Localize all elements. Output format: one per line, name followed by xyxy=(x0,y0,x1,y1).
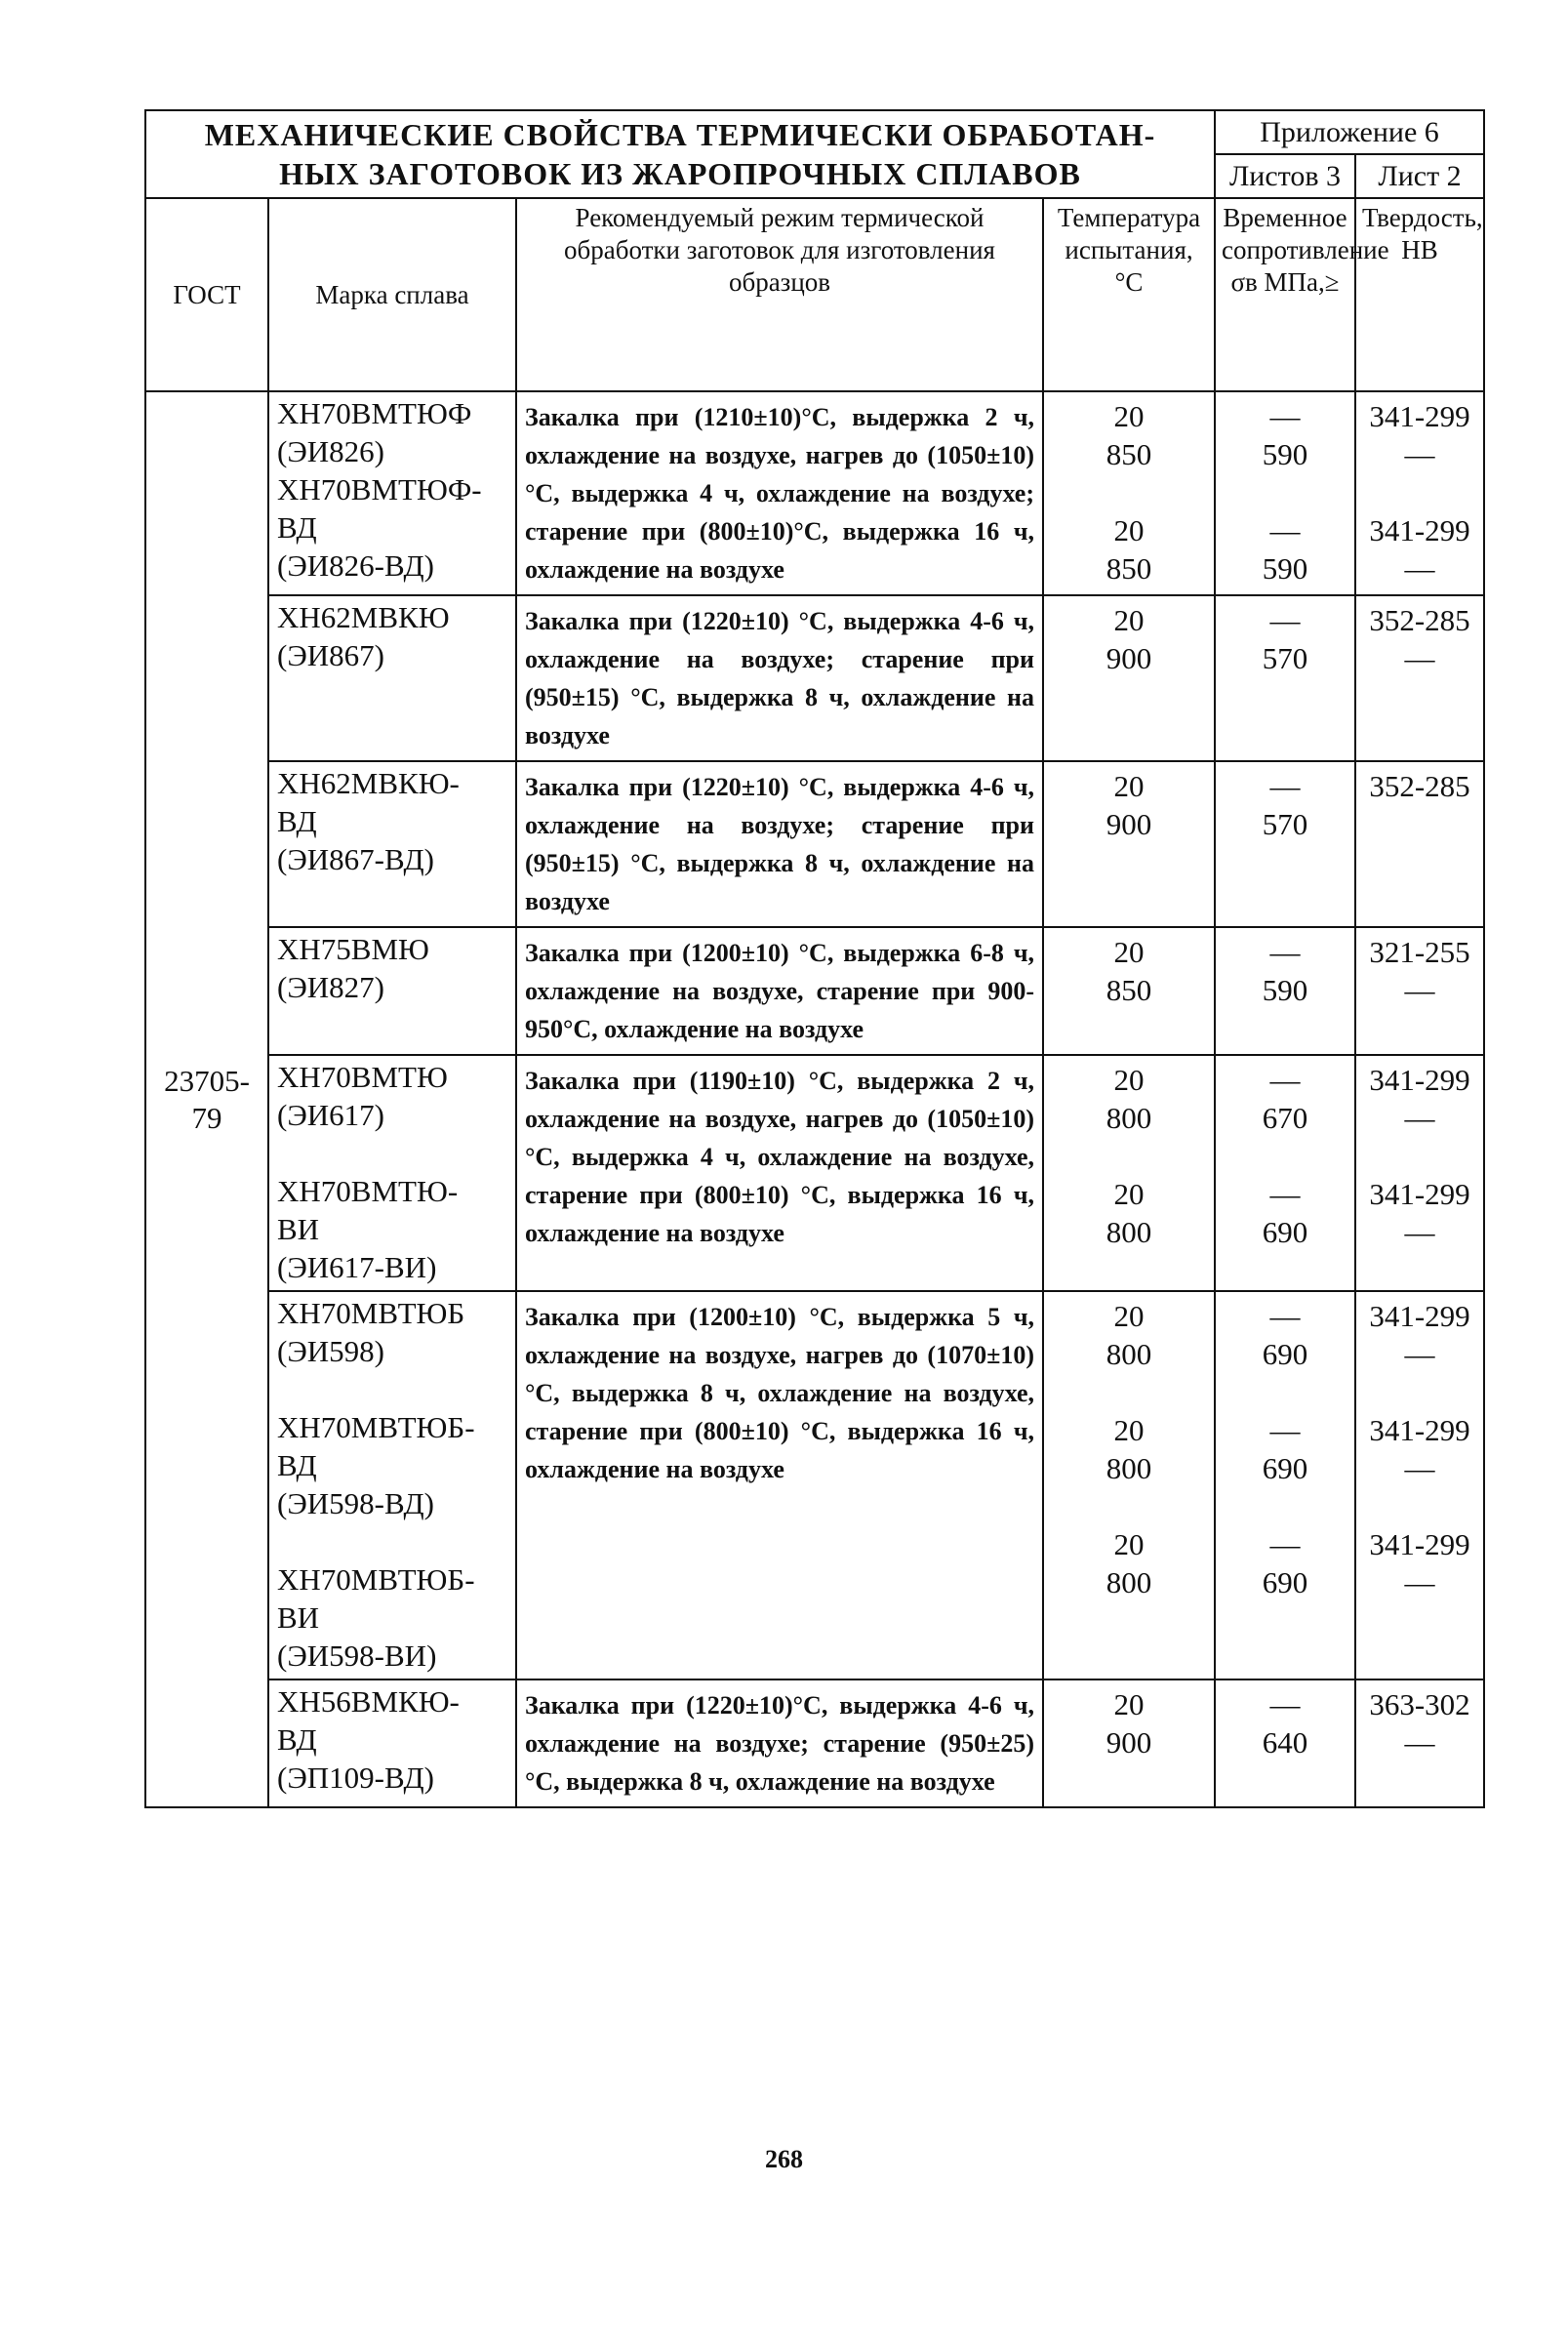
alloy-grade-line: (ЭП109-ВД) xyxy=(277,1760,434,1795)
heat-treatment-mode: Закалка при (1200±10) °С, выдержка 5 ч, охлаждение на воздухе, нагрев до (1070±10) °С, выдержка 8 ч, охлаждение на воздухе, старение при (800±10) °С, выдержка 16 ч, охлаждение на воздухе xyxy=(516,1291,1043,1679)
hardness-hb xyxy=(1355,595,1484,761)
tensile-strength-line: — xyxy=(1269,1177,1301,1211)
test-temperature-line: 20 xyxy=(1113,1063,1145,1097)
alloy-grade-line: ХН62МВКЮ- xyxy=(277,766,460,800)
heat-treatment-mode: Закалка при (1190±10) °С, выдержка 2 ч, охлаждение на воздухе, нагрев до (1050±10) °С, выдержка 4 ч, охлаждение на воздухе, старение при (800±10) °С, выдержка 16 ч, охлаждение на воздухе xyxy=(516,1055,1043,1291)
hardness-hb xyxy=(1355,1291,1484,1679)
tensile-strength-line: — xyxy=(1269,1527,1301,1561)
alloy-grade xyxy=(268,761,516,927)
tensile-strength-line: — xyxy=(1269,1413,1301,1447)
properties-table xyxy=(144,109,1485,1808)
test-temperature-line: 900 xyxy=(1106,807,1152,841)
test-temperature-line: 20 xyxy=(1113,935,1145,969)
hardness-hb-line: — xyxy=(1404,1101,1435,1135)
hardness-hb xyxy=(1355,927,1484,1055)
hardness-hb xyxy=(1355,1679,1484,1807)
hardness-hb-line xyxy=(1362,806,1477,844)
alloy-grade-line: (ЭИ867) xyxy=(277,638,384,672)
hardness-hb-line: — xyxy=(1404,437,1435,471)
tensile-strength-line: 570 xyxy=(1262,807,1308,841)
test-temperature-line: 800 xyxy=(1106,1215,1152,1249)
hardness-hb-line: 352-285 xyxy=(1369,769,1470,803)
test-temperature xyxy=(1043,595,1215,761)
hardness-hb-line: — xyxy=(1404,1337,1435,1371)
hardness-hb xyxy=(1355,391,1484,595)
test-temperature-line: 20 xyxy=(1113,1687,1145,1721)
col-gost-header: ГОСТ xyxy=(145,198,268,391)
test-temperature xyxy=(1043,1055,1215,1291)
alloy-grade-line: ВД xyxy=(277,510,317,545)
alloy-grade-line: (ЭИ617-ВИ) xyxy=(277,1250,437,1284)
test-temperature-line: 20 xyxy=(1113,1177,1145,1211)
hardness-hb-line xyxy=(1362,1488,1477,1526)
test-temperature-line: 800 xyxy=(1106,1451,1152,1485)
test-temperature xyxy=(1043,1291,1215,1679)
tensile-strength-line: — xyxy=(1269,1063,1301,1097)
heat-treatment-mode: Закалка при (1200±10) °С, выдержка 6-8 ч, охлаждение на воздухе, старение при 900-950°С, охлаждение на воздухе xyxy=(516,927,1043,1055)
alloy-grade-line: (ЭИ826) xyxy=(277,434,384,468)
tensile-strength-line: — xyxy=(1269,1687,1301,1721)
test-temperature-line xyxy=(1050,474,1208,512)
heat-treatment-mode: Закалка при (1210±10)°С, выдержка 2 ч, охлаждение на воздухе, нагрев до (1050±10)°С, выдержка 4 ч, охлаждение на воздухе; старение при (800±10)°С, выдержка 16 ч, охлаждение на воздухе xyxy=(516,391,1043,595)
test-temperature-line: 20 xyxy=(1113,1299,1145,1333)
test-temperature-line: 20 xyxy=(1113,769,1145,803)
test-temperature-line: 850 xyxy=(1106,437,1152,471)
hardness-hb-line xyxy=(1362,1374,1477,1412)
alloy-grade-line: ХН70МВТЮБ- xyxy=(277,1562,475,1597)
hardness-hb-line: 321-255 xyxy=(1369,935,1470,969)
alloy-grade-line xyxy=(277,1523,509,1561)
hardness-hb-line: 341-299 xyxy=(1369,1413,1470,1447)
tensile-strength-line: 590 xyxy=(1262,551,1308,586)
alloy-grade xyxy=(268,1291,516,1679)
tensile-strength-line: 690 xyxy=(1262,1337,1308,1371)
test-temperature-line: 800 xyxy=(1106,1337,1152,1371)
tensile-strength-line: — xyxy=(1269,603,1301,637)
hardness-hb-line: — xyxy=(1404,1451,1435,1485)
table-row xyxy=(145,1679,1484,1807)
alloy-grade-line: (ЭИ826-ВД) xyxy=(277,548,434,583)
table-title xyxy=(145,110,1215,198)
col-temp-header: Температура испытания, °С xyxy=(1043,198,1215,391)
test-temperature-line: 850 xyxy=(1106,973,1152,1007)
hardness-hb-line: 341-299 xyxy=(1369,399,1470,433)
test-temperature-line: 20 xyxy=(1113,1527,1145,1561)
tensile-strength-line: 590 xyxy=(1262,973,1308,1007)
page-number: 268 xyxy=(765,2145,803,2173)
test-temperature-line: 900 xyxy=(1106,1725,1152,1760)
tensile-strength-line: 690 xyxy=(1262,1565,1308,1599)
table-row xyxy=(145,1055,1484,1291)
alloy-grade-line: ХН70ВМТЮФ- xyxy=(277,472,482,506)
alloy-grade xyxy=(268,391,516,595)
col-hardness-header: Твердость, НВ xyxy=(1355,198,1484,391)
alloy-grade-line: ХН56ВМКЮ- xyxy=(277,1684,460,1719)
tensile-strength-line xyxy=(1222,1374,1348,1412)
tensile-strength-line xyxy=(1222,1138,1348,1176)
tensile-strength-line: — xyxy=(1269,399,1301,433)
alloy-grade-line: ХН70ВМТЮ- xyxy=(277,1174,459,1208)
hardness-hb-line: 341-299 xyxy=(1369,1177,1470,1211)
tensile-strength-line xyxy=(1222,474,1348,512)
hardness-hb-line xyxy=(1362,474,1477,512)
test-temperature-line: 20 xyxy=(1113,1413,1145,1447)
hardness-hb-line: 341-299 xyxy=(1369,1063,1470,1097)
gost-value: 23705-79 xyxy=(164,1063,250,1135)
tensile-strength-line: — xyxy=(1269,935,1301,969)
hardness-hb-line: — xyxy=(1404,551,1435,586)
tensile-strength xyxy=(1215,391,1355,595)
table-row xyxy=(145,927,1484,1055)
alloy-grade-line: ВД xyxy=(277,804,317,838)
alloy-grade-line: (ЭИ617) xyxy=(277,1098,384,1132)
hardness-hb-line xyxy=(1362,1138,1477,1176)
sheets-total: Листов 3 xyxy=(1215,154,1355,198)
hardness-hb-line: 341-299 xyxy=(1369,1299,1470,1333)
test-temperature xyxy=(1043,927,1215,1055)
alloy-grade-line: (ЭИ598-ВИ) xyxy=(277,1639,437,1673)
test-temperature xyxy=(1043,1679,1215,1807)
alloy-grade-line: ХН70МВТЮБ xyxy=(277,1296,465,1330)
test-temperature-line: 800 xyxy=(1106,1565,1152,1599)
gost-cell xyxy=(145,391,268,1807)
alloy-grade xyxy=(268,927,516,1055)
alloy-grade-line: (ЭИ598) xyxy=(277,1334,384,1368)
hardness-hb-line: — xyxy=(1404,1725,1435,1760)
alloy-grade-line: (ЭИ867-ВД) xyxy=(277,842,434,876)
alloy-grade-line: ХН70ВМТЮФ xyxy=(277,396,472,430)
heat-treatment-mode: Закалка при (1220±10)°С, выдержка 4-6 ч, охлаждение на воздухе; старение (950±25)°С, выдержка 8 ч, охлаждение на воздухе xyxy=(516,1679,1043,1807)
alloy-grade xyxy=(268,1679,516,1807)
alloy-grade-line: ВИ xyxy=(277,1212,320,1246)
alloy-grade-line: (ЭИ598-ВД) xyxy=(277,1486,434,1520)
hardness-hb xyxy=(1355,761,1484,927)
test-temperature-line xyxy=(1050,1138,1208,1176)
alloy-grade-line: ХН62МВКЮ xyxy=(277,600,450,634)
tensile-strength-line: 590 xyxy=(1262,437,1308,471)
appendix-label: Приложение 6 xyxy=(1215,110,1484,154)
alloy-grade-line: ВД xyxy=(277,1448,317,1482)
tensile-strength xyxy=(1215,927,1355,1055)
alloy-grade-line: ХН70ВМТЮ xyxy=(277,1060,448,1094)
heat-treatment-mode: Закалка при (1220±10) °С, выдержка 4-6 ч, охлаждение на воздухе; старение при (950±15) °С, выдержка 8 ч, охлаждение на воздухе xyxy=(516,595,1043,761)
hardness-hb-line: — xyxy=(1404,641,1435,675)
alloy-grade-line xyxy=(277,1135,509,1173)
tensile-strength xyxy=(1215,1055,1355,1291)
alloy-grade-line: ХН70МВТЮБ- xyxy=(277,1410,475,1444)
tensile-strength-line: 640 xyxy=(1262,1725,1308,1760)
test-temperature-line xyxy=(1050,1374,1208,1412)
tensile-strength xyxy=(1215,1679,1355,1807)
hardness-hb-line: 352-285 xyxy=(1369,603,1470,637)
tensile-strength-line: 670 xyxy=(1262,1101,1308,1135)
alloy-grade-line: ХН75ВМЮ xyxy=(277,932,429,966)
tensile-strength-line: — xyxy=(1269,513,1301,547)
properties-sheet xyxy=(144,109,1483,1808)
tensile-strength-line xyxy=(1222,1488,1348,1526)
test-temperature xyxy=(1043,391,1215,595)
tensile-strength xyxy=(1215,1291,1355,1679)
test-temperature-line: 850 xyxy=(1106,551,1152,586)
alloy-grade-line: (ЭИ827) xyxy=(277,970,384,1004)
tensile-strength-line: — xyxy=(1269,1299,1301,1333)
sheet-number: Лист 2 xyxy=(1355,154,1484,198)
col-grade-header: Марка сплава xyxy=(268,198,516,391)
tensile-strength-line: 690 xyxy=(1262,1215,1308,1249)
test-temperature-line xyxy=(1050,1488,1208,1526)
table-row xyxy=(145,595,1484,761)
table-title-line2: НЫХ ЗАГОТОВОК ИЗ ЖАРОПРОЧНЫХ СПЛАВОВ xyxy=(279,156,1081,191)
hardness-hb-line: — xyxy=(1404,1215,1435,1249)
test-temperature-line: 20 xyxy=(1113,399,1145,433)
test-temperature-line: 20 xyxy=(1113,603,1145,637)
table-row xyxy=(145,391,1484,595)
hardness-hb-line: — xyxy=(1404,1565,1435,1599)
tensile-strength xyxy=(1215,595,1355,761)
table-row xyxy=(145,761,1484,927)
table-title-line1: МЕХАНИЧЕСКИЕ СВОЙСТВА ТЕРМИЧЕСКИ ОБРАБОТАН- xyxy=(204,117,1156,152)
alloy-grade-line xyxy=(277,1371,509,1409)
tensile-strength-line: 570 xyxy=(1262,641,1308,675)
title-row xyxy=(145,110,1484,154)
alloy-grade xyxy=(268,595,516,761)
tensile-strength xyxy=(1215,761,1355,927)
table-row xyxy=(145,1291,1484,1679)
test-temperature-line: 900 xyxy=(1106,641,1152,675)
hardness-hb-line: 341-299 xyxy=(1369,513,1470,547)
alloy-grade-line: ВД xyxy=(277,1722,317,1757)
test-temperature xyxy=(1043,761,1215,927)
hardness-hb-line: 363-302 xyxy=(1369,1687,1470,1721)
hardness-hb xyxy=(1355,1055,1484,1291)
hardness-hb-line: — xyxy=(1404,973,1435,1007)
alloy-grade xyxy=(268,1055,516,1291)
test-temperature-line: 800 xyxy=(1106,1101,1152,1135)
test-temperature-line: 20 xyxy=(1113,513,1145,547)
tensile-strength-line: — xyxy=(1269,769,1301,803)
heat-treatment-mode: Закалка при (1220±10) °С, выдержка 4-6 ч, охлаждение на воздухе; старение при (950±15) °С, выдержка 8 ч, охлаждение на воздухе xyxy=(516,761,1043,927)
col-strength-header: Временное сопротивление σв МПа,≥ xyxy=(1215,198,1355,391)
hardness-hb-line: 341-299 xyxy=(1369,1527,1470,1561)
tensile-strength-line: 690 xyxy=(1262,1451,1308,1485)
alloy-grade-line: ВИ xyxy=(277,1600,320,1635)
col-mode-header: Рекомендуемый режим термической обработки заготовок для изготовления образцов xyxy=(516,198,1043,391)
column-header-row xyxy=(145,198,1484,391)
